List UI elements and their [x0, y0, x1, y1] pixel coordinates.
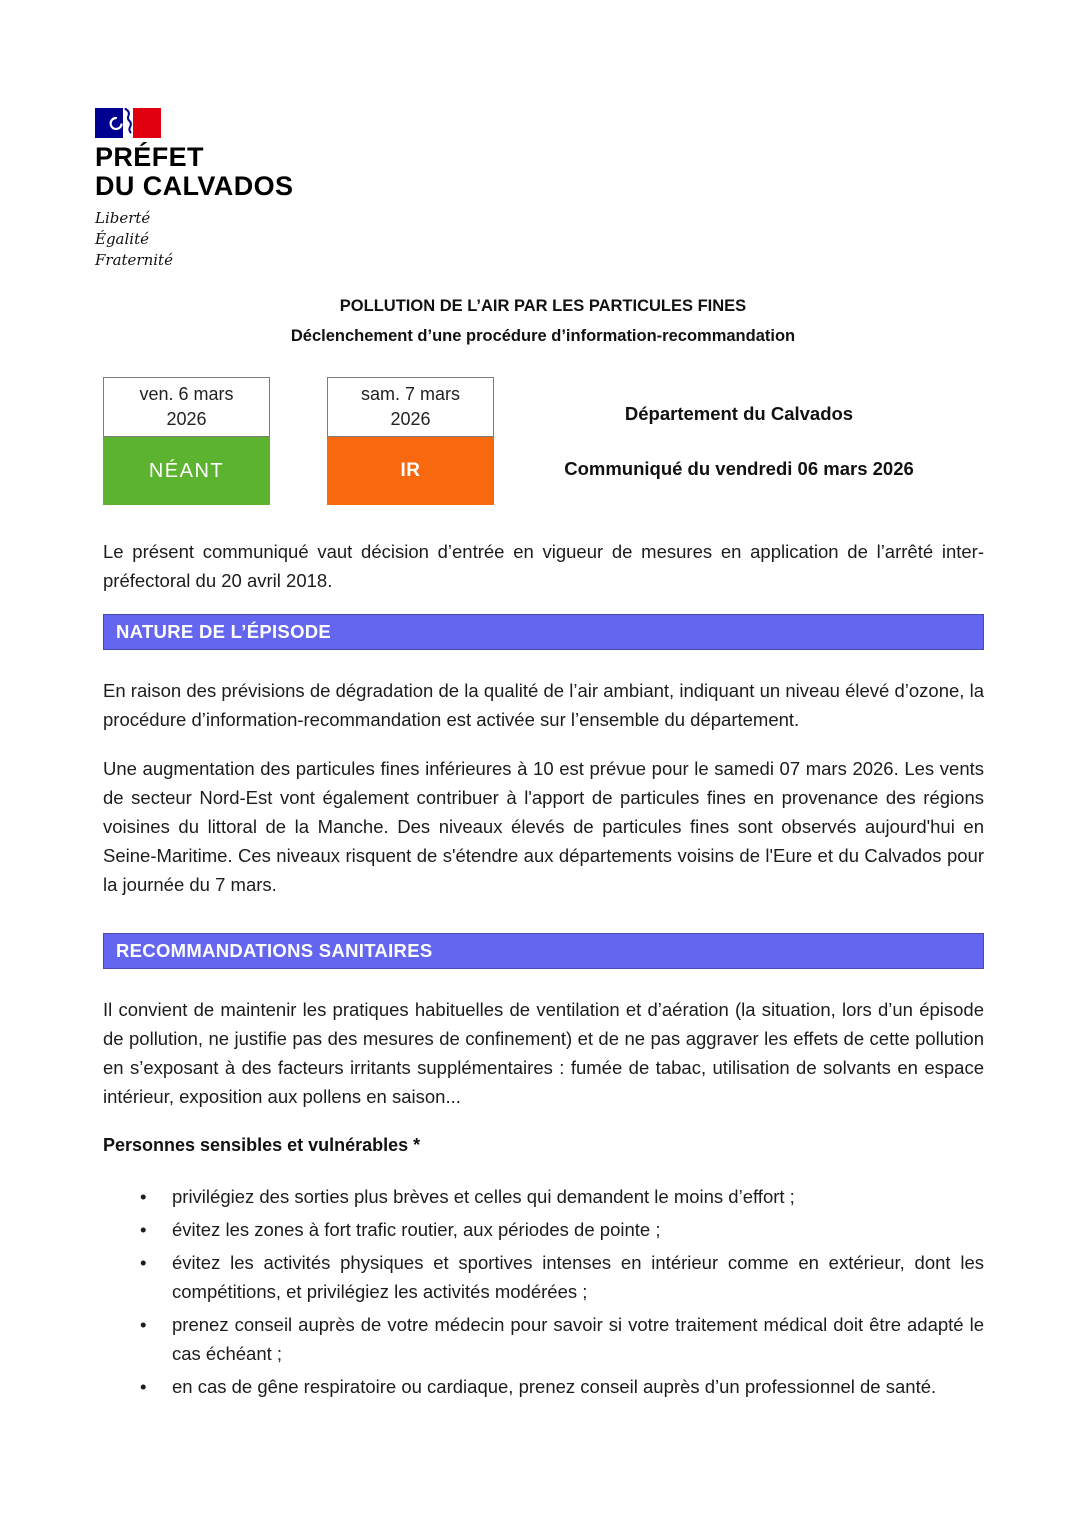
department-name: Département du Calvados	[624, 403, 854, 424]
status-box-friday	[103, 377, 270, 505]
prefecture-logo	[95, 108, 1086, 271]
status-level-neant	[103, 437, 270, 505]
section-header-nature-episode-label: NATURE DE L’ÉPISODE	[116, 620, 332, 642]
status-date-friday-line1: ven. 6 mars	[139, 384, 234, 404]
communique-info	[494, 377, 984, 480]
list-item: • évitez les zones à fort trafic routier, aux périodes de pointe ;	[103, 1215, 984, 1244]
status-level-ir	[327, 437, 494, 505]
recommandations-paragraph-1: Il convient de maintenir les pratiques habituelles de ventilation et d’aération (la situation, lors d’un épisode de pollution, ne justifie pas des mesures de confinement) et de ne pas aggraver les effets de cette pollution en s’exposant à des facteurs irritants supplémentaires : fumée de tabac, utilisation de solvants en espace intérieur, exposition aux pollens en saison...	[103, 998, 984, 1107]
list-item: • privilégiez des sorties plus brèves et celles qui demandent le moins d’effort ;	[103, 1182, 984, 1211]
motto-fraternite: Fraternité	[95, 251, 173, 269]
document-title-line2: Déclenchement d’une procédure d’information-recommandation	[290, 327, 796, 345]
list-item: • évitez les activités physiques et sportives intenses en intérieur comme en extérieur, dont les compétitions, et privilégiez les activités modérées ;	[103, 1248, 984, 1306]
motto-egalite: Égalité	[95, 230, 149, 248]
status-level-neant-label: NÉANT	[148, 459, 225, 482]
status-box-saturday	[327, 377, 494, 505]
prefecture-name-line2: DU CALVADOS	[95, 171, 294, 201]
status-date-friday-line2: 2026	[166, 409, 207, 429]
list-item: • en cas de gêne respiratoire ou cardiaque, prenez conseil auprès d’un professionnel de santé.	[103, 1372, 984, 1401]
status-date-saturday-line2: 2026	[390, 409, 431, 429]
republic-motto	[95, 208, 1086, 271]
alert-status-row	[103, 377, 984, 505]
intro-paragraph: Le présent communiqué vaut décision d’entrée en vigueur de mesures en application de l’arrêté inter-préfectoral du 20 avril 2018.	[103, 541, 984, 591]
nature-paragraph-1: En raison des prévisions de dégradation de la qualité de l’air ambiant, indiquant un niveau élevé d’ozone, la procédure d’information-recommandation est activée sur l’ensemble du département.	[103, 679, 984, 730]
communique-date: Communiqué du vendredi 06 mars 2026	[564, 458, 914, 479]
section-header-recommandations	[103, 933, 984, 969]
document-body	[103, 537, 984, 1401]
status-date-saturday-line1: sam. 7 mars	[360, 384, 461, 404]
status-date-saturday	[327, 377, 494, 437]
section-header-recommandations-label: RECOMMANDATIONS SANITAIRES	[116, 939, 433, 961]
prefecture-name	[95, 143, 1086, 201]
status-date-friday	[103, 377, 270, 437]
recommendations-list	[103, 1182, 984, 1401]
subheading-personnes-sensibles: Personnes sensibles et vulnérables *	[103, 1134, 421, 1155]
list-item: • prenez conseil auprès de votre médecin pour savoir si votre traitement médical doit être adapté le cas échéant ;	[103, 1310, 984, 1368]
motto-liberte: Liberté	[95, 209, 151, 227]
document-title	[0, 291, 1086, 351]
document-title-line1: POLLUTION DE L’AIR PAR LES PARTICULES FINES	[339, 297, 747, 315]
prefecture-name-line1: PRÉFET	[95, 142, 204, 172]
status-level-ir-label: IR	[400, 460, 421, 481]
section-header-nature-episode	[103, 614, 984, 650]
french-tricolor-marianne-icon	[95, 108, 161, 138]
nature-paragraph-2: Une augmentation des particules fines inférieures à 10 est prévue pour le samedi 07 mars 2026. Les vents de secteur Nord-Est vont également contribuer à l'apport de particules fines en provenance des régions voisines du littoral de la Manche. Des niveaux élevés de particules fines sont observés aujourd'hui en Seine-Maritime. Ces niveaux risquent de s'étendre aux départements voisins de l'Eure et du Calvados pour la journée du 7 mars.	[103, 757, 984, 895]
